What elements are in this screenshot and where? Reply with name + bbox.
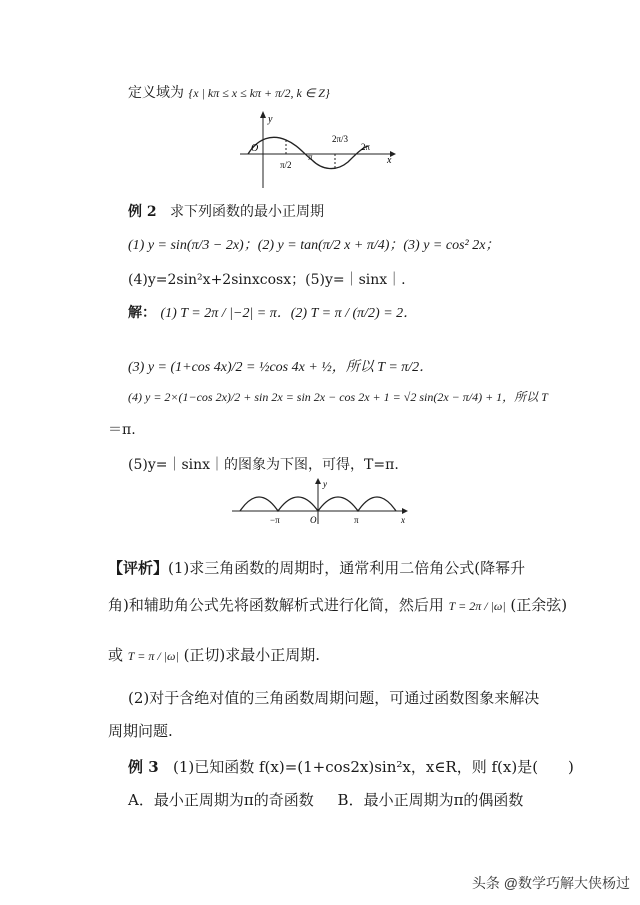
graph2-tick-neg-pi: −π	[270, 515, 280, 525]
x-axis-label: x	[387, 155, 392, 166]
option-a[interactable]: A．最小正周期为π的奇函数	[128, 791, 314, 809]
solution-4-cont: ＝π.	[108, 422, 136, 438]
solution-5: (5)y=｜sinx｜的图象为下图，可得，T=π.	[128, 457, 399, 473]
graph2-x-label: x	[401, 515, 405, 525]
analysis-line2: 角)和辅助角公式先将函数解析式进行化简，然后用 T = 2π / |ω| (正余弦)	[108, 596, 568, 614]
tick-2pi: 2π	[361, 142, 371, 152]
domain-line: 定义域为 {x | kπ ≤ x ≤ kπ + π/2, k ∈ Z}	[128, 85, 330, 101]
analysis-line5: 周期问题.	[108, 722, 173, 740]
example3-options	[128, 791, 523, 809]
tick-2pi-over-3: 2π/3	[332, 134, 349, 144]
tick-pi-over-2: π/2	[280, 160, 292, 170]
example2-heading: 例 2 求下列函数的最小正周期	[128, 204, 324, 220]
sine-graph	[240, 110, 400, 190]
abs-sine-graph	[230, 478, 415, 528]
example2-items-row1: (1) y = sin(π/3 − 2x)；(2) y = tan(π/2 x + π/4)；(3) y = cos² 2x；	[128, 238, 500, 253]
solution-4: (4) y = 2×(1−cos 2x)/2 + sin 2x = sin 2x − cos 2x + 1 = √2 sin(2x − π/4) + 1，所以 T	[128, 390, 548, 404]
origin-label: O	[251, 143, 259, 154]
graph2-y-label: y	[323, 479, 327, 489]
analysis-line4: (2)对于含绝对值的三角函数周期问题，可通过函数图象来解决	[128, 689, 540, 707]
graph2-tick-pi: π	[354, 515, 359, 525]
example2-items-row2: (4)y=2sin²x+2sinxcosx；(5)y=｜sinx｜.	[128, 272, 406, 288]
option-b[interactable]: B．最小正周期为π的偶函数	[337, 791, 524, 809]
example3-question: 例 3 (1)已知函数 f(x)=(1+cos2x)sin²x，x∈R，则 f(x)是( )	[128, 758, 574, 776]
analysis-line3: 或 T = π / |ω| (正切)求最小正周期.	[108, 646, 321, 664]
solution-3: (3) y = (1+cos 4x)/2 = ½cos 4x + ½，所以 T = π/2．	[128, 360, 434, 375]
watermark: 头条 @数学巧解大侠杨过	[471, 875, 630, 891]
solution-1-2: 解： (1) T = 2π / |−2| = π．(2) T = π / (π/2) = 2．	[128, 305, 418, 321]
graph2-origin-label: O	[310, 515, 317, 525]
y-axis-label: y	[268, 114, 273, 125]
analysis-line1: 【评析】(1)求三角函数的周期时，通常利用二倍角公式(降幂升	[108, 559, 526, 577]
tick-pi: π	[308, 152, 313, 162]
domain-set: {x | kπ ≤ x ≤ kπ + π/2, k ∈ Z}	[188, 86, 330, 100]
